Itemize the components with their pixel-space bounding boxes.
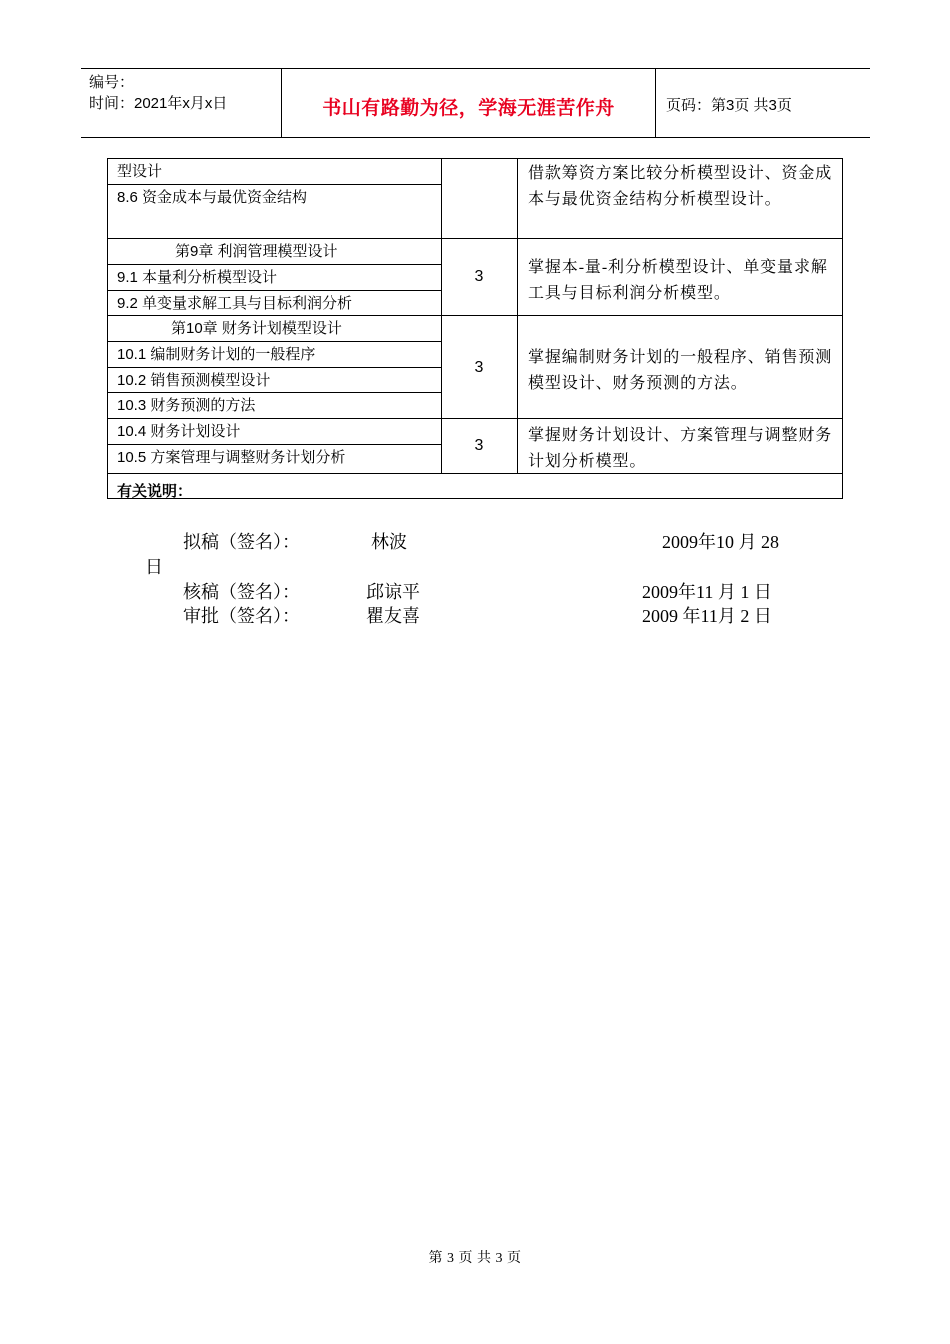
draft-date-tail: 日 [145, 557, 163, 577]
notes-label: 有关说明： [117, 483, 193, 500]
approve-name: 瞿友喜 [366, 606, 420, 626]
header-divider [655, 69, 656, 137]
document-number-label: 编号： [89, 74, 135, 91]
review-date: 2009年11 月 1 日 [642, 582, 772, 602]
table-row-title: 10.5 方案管理与调整财务计划分析 [117, 449, 346, 466]
hours-value: 3 [474, 359, 484, 376]
row-divider [107, 184, 442, 185]
page-footer: 第 3 页 共 3 页 [428, 1251, 522, 1266]
hours-value: 3 [474, 268, 484, 285]
table-border [107, 158, 843, 159]
approve-date: 2009 年11月 2 日 [642, 606, 772, 626]
review-label: 核稿（签名）： [183, 582, 300, 602]
group-divider [107, 315, 843, 316]
table-row-title: 10.1 编制财务计划的一般程序 [117, 346, 316, 363]
chapter-title: 第10章 财务计划模型设计 [171, 320, 342, 337]
draft-date: 2009年10 月 28 [662, 532, 779, 552]
row-divider [107, 367, 442, 368]
draft-label: 拟稿（签名）： [183, 532, 300, 552]
table-row-title: 10.4 财务计划设计 [117, 423, 241, 440]
header-meta [89, 72, 227, 114]
objective-text: 借款筹资方案比较分析模型设计、资金成本与最优资金结构分析模型设计。 [528, 165, 833, 208]
table-border [107, 498, 843, 499]
table-border [107, 158, 108, 499]
document-time-label: 时间：2021年x月x日 [89, 95, 228, 112]
table-row-title: 型设计 [117, 163, 163, 180]
syllabus-table [107, 158, 843, 499]
header-page-info: 页码：第3页 共3页 [666, 97, 792, 114]
review-name: 邱谅平 [366, 582, 420, 602]
row-divider [107, 341, 442, 342]
group-divider [107, 238, 843, 239]
document-header [81, 68, 870, 138]
row-divider [107, 290, 442, 291]
chapter-title: 第9章 利润管理模型设计 [175, 243, 338, 260]
draft-name: 林波 [371, 532, 407, 552]
hours-value: 3 [474, 437, 484, 454]
table-border [842, 158, 843, 499]
objective-text: 掌握编制财务计划的一般程序、销售预测模型设计、财务预测的方法。 [528, 349, 833, 392]
objective-text: 掌握本-量-利分析模型设计、单变量求解工具与目标利润分析模型。 [528, 259, 828, 302]
table-row-title: 8.6 资金成本与最优资金结构 [117, 189, 308, 206]
table-row-title: 10.3 财务预测的方法 [117, 397, 256, 414]
group-divider [107, 418, 843, 419]
table-row-title: 9.1 本量利分析模型设计 [117, 269, 278, 286]
table-row-title: 10.2 销售预测模型设计 [117, 372, 271, 389]
approve-label: 审批（签名）： [183, 606, 300, 626]
row-divider [107, 444, 442, 445]
objective-text: 掌握财务计划设计、方案管理与调整财务计划分析模型。 [528, 427, 833, 470]
table-row-title: 9.2 单变量求解工具与目标利润分析 [117, 295, 353, 312]
row-divider [107, 264, 442, 265]
header-motto: 书山有路勤为径，学海无涯苦作舟 [322, 98, 615, 119]
row-divider [107, 392, 442, 393]
